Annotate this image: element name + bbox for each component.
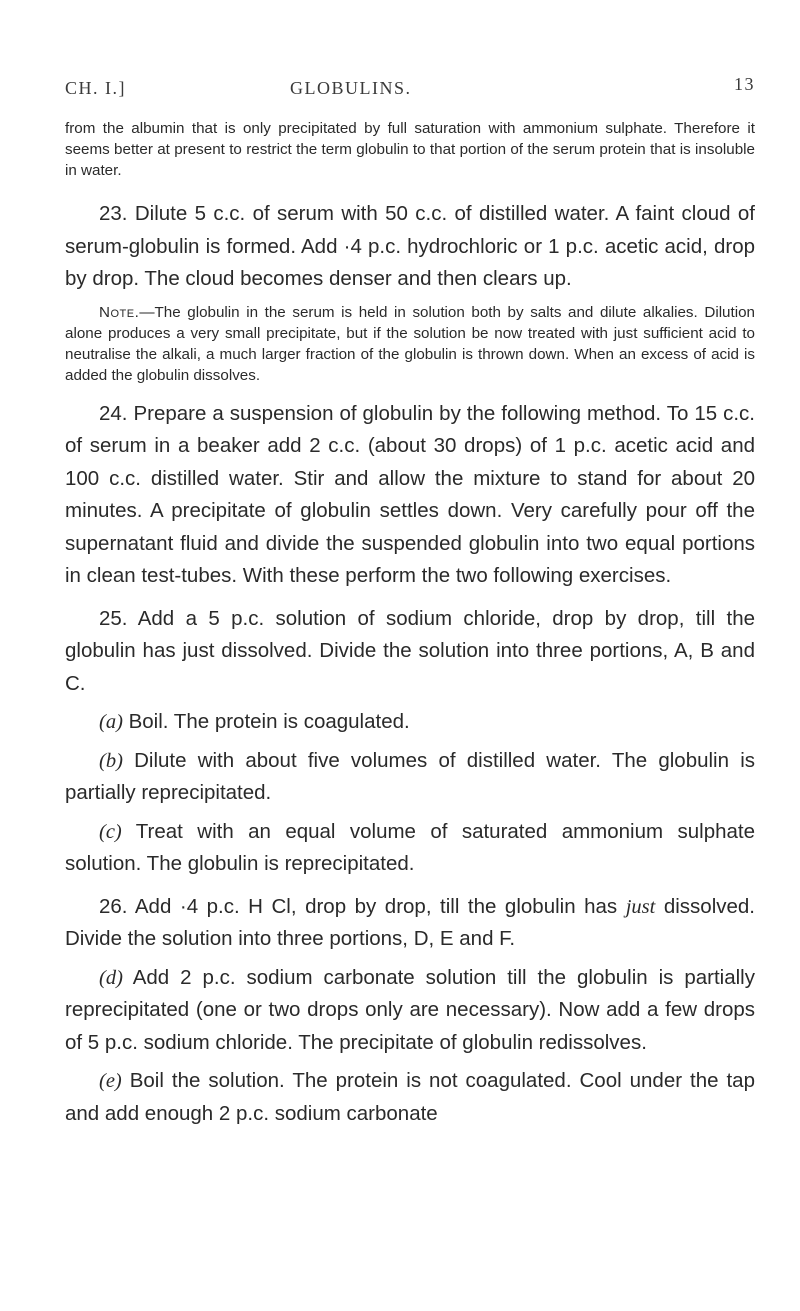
exercise-25-item-a [65,706,755,739]
exercise-26-text-after: dissolved. Divide the solution into three portions, D, E and F. [65,894,756,950]
exercise-24: 24. Prepare a suspension of globulin by the following method. To 15 c.c. of serum in a beaker add 2 c.c. (about 30 drops) of 1 p.c. acetic acid and 100 c.c. distilled water. Stir and allow the mixture to stand for about 20 minutes. A precipitate of globulin settles down. Very carefully pour off the supernatant fluid and divide the suspended globulin into two equal portions in clean test-tubes. With these perform the two following exercises. [65,401,755,587]
exercise-26-text-before: 26. Add ·4 p.c. H Cl, drop by drop, till the globulin has [99,894,626,918]
note-label: Note. [99,303,140,321]
chapter-label: CH. I.] [65,78,126,98]
book-page [65,0,755,1130]
item-text: Treat with an equal volume of saturated ammonium sulphate solution. The globulin is reprecipitated. [65,819,755,875]
exercise-26-item-e [65,1065,755,1130]
item-text: Boil the solution. The protein is not coagulated. Cool under the tap and add enough 2 p.c. sodium carbonate [65,1069,755,1125]
note-paragraph [65,302,755,386]
item-marker: (e) [99,1070,122,1092]
exercise-26-item-d [65,962,755,1060]
item-marker: (a) [99,711,123,733]
exercise-25-item-b [65,745,755,810]
intro-paragraph: from the albumin that is only precipitated by full saturation with ammonium sulphate. Therefore it seems better at present to restrict the term globulin to that portion of the serum protein that is insoluble in water. [65,120,755,179]
exercise-23: 23. Dilute 5 c.c. of serum with 50 c.c. of distilled water. A faint cloud of serum-globulin is formed. Add ·4 p.c. hydrochloric or 1 p.c. acetic acid, drop by drop. The cloud becomes denser and then clears up. [65,202,755,290]
exercise-26-emphasis: just [625,895,656,918]
item-marker: (d) [99,966,123,989]
item-marker: (b) [99,749,123,772]
page-number: 13 [734,74,755,94]
item-text: Dilute with about five volumes of distilled water. The globulin is partially reprecipitated. [65,748,755,804]
note-text: —The globulin in the serum is held in solution both by salts and dilute alkalies. Dilution alone produces a very small precipitate, but if the solution be now treated with just sufficient acid to neutralise the alkali, a much larger fraction of the globulin is thrown down. When an excess of acid is added the globulin dissolves. [65,303,755,384]
item-text: Boil. The protein is coagulated. [122,710,410,733]
item-text: Add 2 p.c. sodium carbonate solution till the globulin is partially reprecipitated (one or two drops only are necessary). Now add a few drops of 5 p.c. sodium chloride. The precipitate of globulin redissolves. [65,965,755,1054]
section-title: GLOBULINS. [290,78,412,98]
exercise-25: 25. Add a 5 p.c. solution of sodium chloride, drop by drop, till the globulin has just dissolved. Divide the solution into three portions, A, B and C. [65,606,755,695]
item-marker: (c) [99,820,122,843]
exercise-26 [65,891,755,956]
exercise-25-item-c [65,816,755,881]
running-head [65,74,755,118]
